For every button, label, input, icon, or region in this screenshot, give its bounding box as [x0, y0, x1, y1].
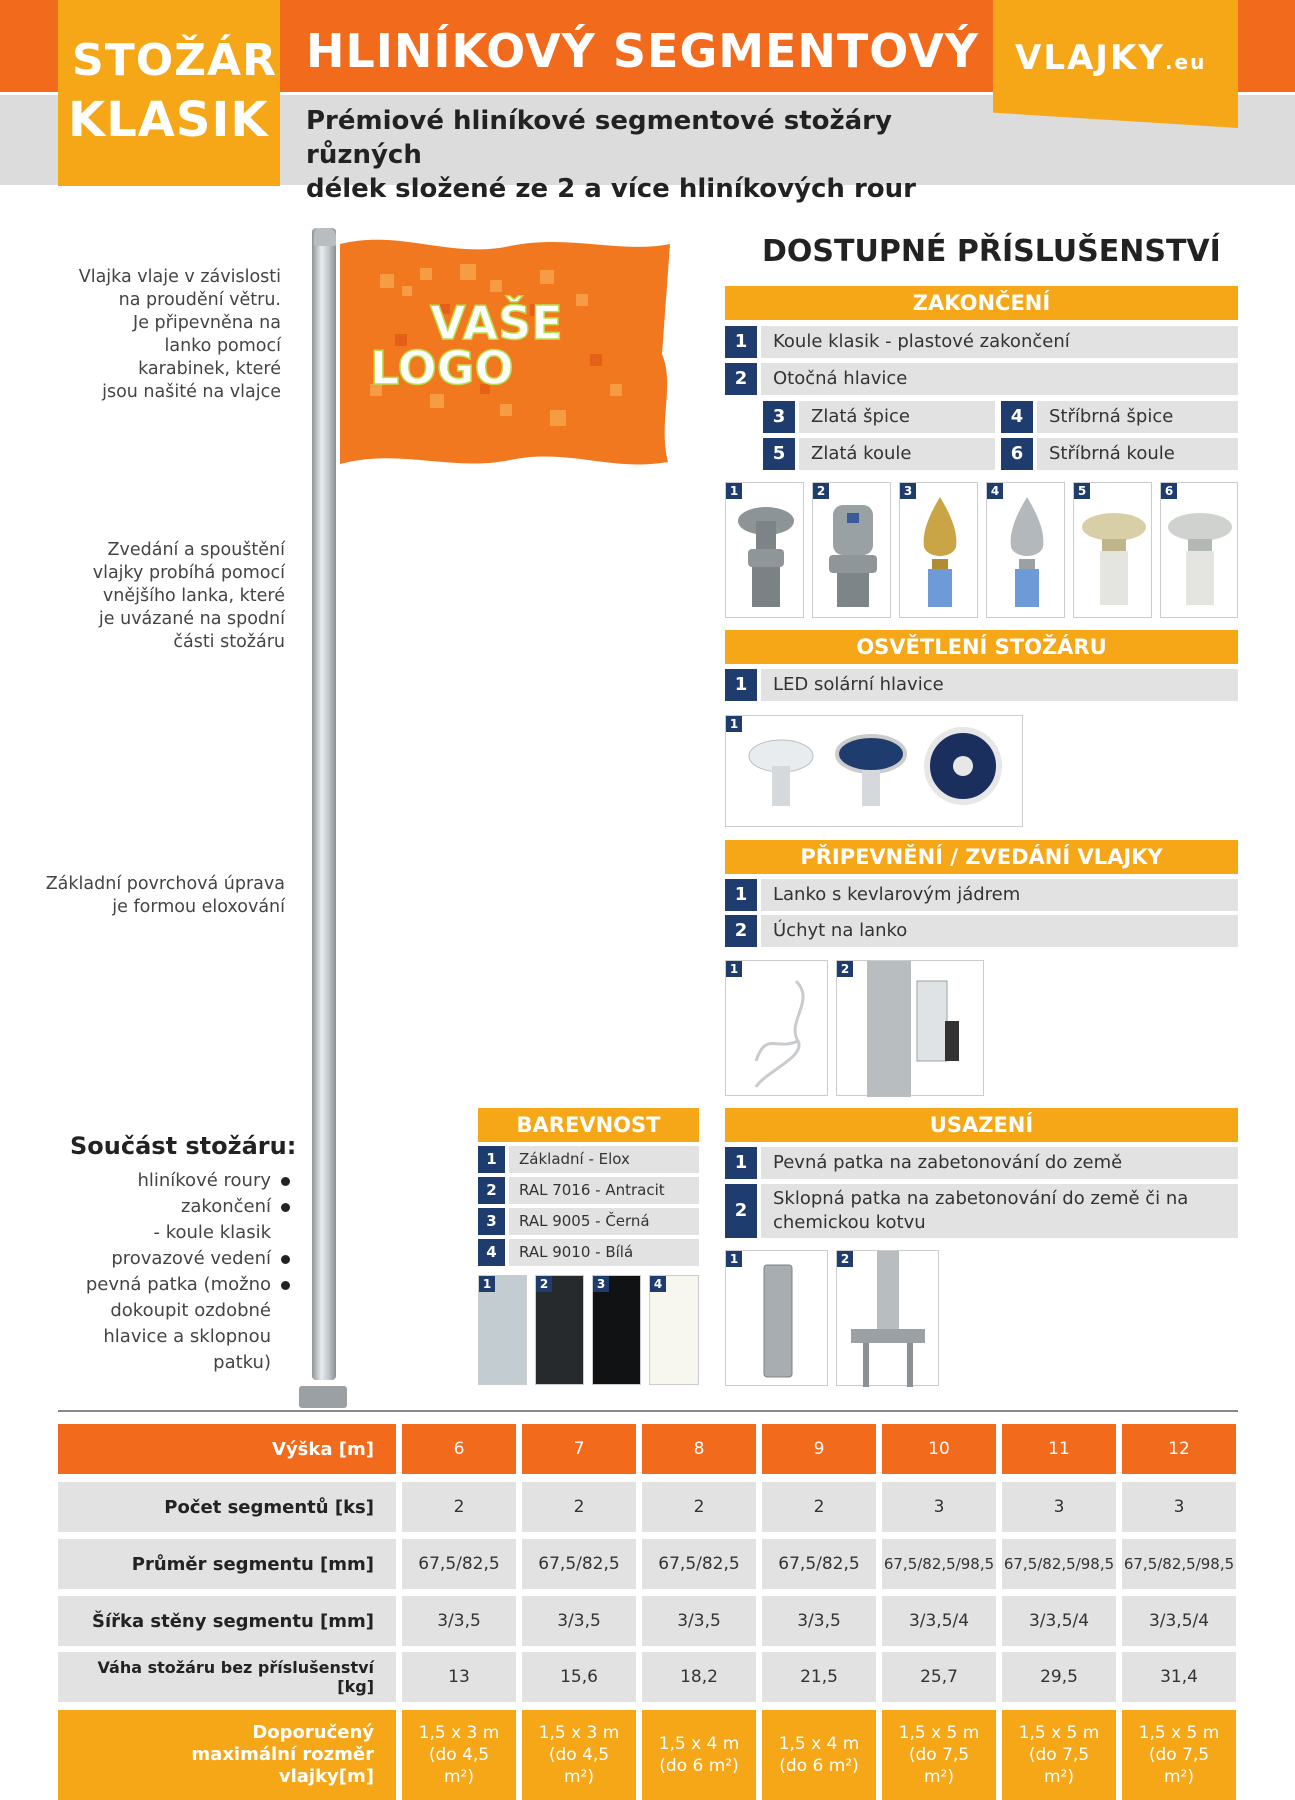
desc-line: Zvedání a spouštění — [107, 540, 285, 560]
subtitle — [306, 104, 996, 206]
thumb-number: 1 — [726, 716, 742, 732]
table-cell: 1,5 x 5 m (do 7,5 m²) — [882, 1710, 996, 1800]
pole-top-ball — [314, 228, 336, 246]
thumb-stribrna-spice[interactable] — [986, 482, 1065, 618]
parts-item — [60, 1298, 290, 1324]
option-elox[interactable]: Základní - Elox — [509, 1146, 699, 1173]
main-title: HLINÍKOVÝ SEGMENTOVÝ — [306, 24, 980, 78]
table-cell: 6 — [402, 1424, 516, 1474]
desc-line: karabinek, které — [138, 359, 281, 379]
table-cell: 2 — [402, 1482, 516, 1532]
parts-item — [60, 1350, 290, 1376]
surface-description — [40, 873, 285, 919]
silver-spike-icon — [987, 483, 1066, 619]
thumb-number: 1 — [726, 483, 742, 499]
hinged-base-icon — [837, 1251, 940, 1387]
item-number: 4 — [478, 1239, 505, 1266]
color-swatch[interactable] — [478, 1275, 527, 1385]
option-koule-klasik[interactable]: Koule klasik - plastové zakončení — [761, 326, 1238, 358]
table-cell: 1,5 x 3 m (do 4,5 m²) — [402, 1710, 516, 1800]
table-cell: 21,5 — [762, 1652, 876, 1702]
table-cell: 13 — [402, 1652, 516, 1702]
finial-ball-icon — [726, 483, 805, 619]
table-divider — [58, 1410, 1238, 1412]
option-pevna-patka[interactable]: Pevná patka na zabetonování do země — [761, 1147, 1238, 1179]
thumb-koule-klasik[interactable] — [725, 482, 804, 618]
rotating-head-icon — [813, 483, 892, 619]
section-usazeni-header: USAZENÍ — [725, 1108, 1238, 1142]
parts-title: Součást stožáru: — [70, 1132, 297, 1160]
thumb-pevna-patka[interactable] — [725, 1250, 828, 1386]
bullet-icon — [281, 1177, 290, 1186]
swatch-number: 4 — [650, 1276, 666, 1292]
swatch-number: 3 — [593, 1276, 609, 1292]
option-antracit[interactable]: RAL 7016 - Antracit — [509, 1177, 699, 1204]
option-stribrna-spice[interactable]: Stříbrná špice — [1037, 401, 1238, 433]
subtitle-line-1: Prémiové hliníkové segmentové stožáry různých — [306, 106, 892, 170]
table-cell: 9 — [762, 1424, 876, 1474]
table-row-label: Výška [m] — [58, 1424, 396, 1474]
thumb-uchyt[interactable] — [836, 960, 984, 1096]
thumb-number: 1 — [726, 1251, 742, 1267]
table-row-label: Váha stožáru bez příslušenství [kg] — [58, 1652, 396, 1702]
table-cell: 2 — [762, 1482, 876, 1532]
table-cell: 31,4 — [1122, 1652, 1236, 1702]
parts-item-text: patku) — [213, 1352, 271, 1373]
table-cell: 15,6 — [522, 1652, 636, 1702]
cleat-icon — [837, 961, 985, 1097]
option-led-solarni-hlavice[interactable]: LED solární hlavice — [761, 669, 1238, 701]
thumb-number: 1 — [726, 961, 742, 977]
desc-line: vlajky probíhá pomocí — [92, 563, 285, 583]
table-cell: 8 — [642, 1424, 756, 1474]
color-swatch[interactable] — [535, 1275, 584, 1385]
table-cell: 2 — [642, 1482, 756, 1532]
table-cell: 2 — [522, 1482, 636, 1532]
parts-item — [60, 1168, 290, 1194]
section-osvetleni-header: OSVĚTLENÍ STOŽÁRU — [725, 630, 1238, 664]
bullet-icon — [281, 1281, 290, 1290]
color-swatch[interactable] — [649, 1275, 699, 1385]
item-number: 4 — [1001, 401, 1033, 433]
solar-light-icon — [726, 716, 1024, 828]
table-row-label: Šířka stěny segmentu [mm] — [58, 1596, 396, 1646]
parts-item — [60, 1246, 290, 1272]
thumb-zlata-spice[interactable] — [899, 482, 978, 618]
table-cell: 11 — [1002, 1424, 1116, 1474]
thumb-number: 3 — [900, 483, 916, 499]
desc-line: na proudění větru. — [118, 290, 281, 310]
brand-logo-main: VLAJKY — [1015, 38, 1165, 78]
table-row-label: Průměr segmentu [mm] — [58, 1539, 396, 1589]
item-number: 3 — [763, 401, 795, 433]
option-zlata-spice[interactable]: Zlatá špice — [799, 401, 995, 433]
table-cell: 3/3,5/4 — [1122, 1596, 1236, 1646]
parts-item-text: hlavice a sklopnou — [103, 1326, 271, 1347]
lifting-description — [60, 539, 285, 654]
thumb-stribrna-koule[interactable] — [1160, 482, 1238, 618]
desc-line: vnějšího lanka, které — [102, 586, 285, 606]
table-cell: 1,5 x 5 m (do 7,5 m²) — [1122, 1710, 1236, 1800]
thumb-zlata-koule[interactable] — [1073, 482, 1152, 618]
gold-ball-icon — [1074, 483, 1153, 619]
parts-item — [60, 1220, 290, 1246]
table-cell: 67,5/82,5/98,5 — [1122, 1539, 1236, 1589]
item-number: 6 — [1001, 438, 1033, 470]
table-cell: 12 — [1122, 1424, 1236, 1474]
flag-image — [340, 234, 680, 474]
parts-item-text: hliníkové roury — [137, 1170, 271, 1191]
desc-line: je uvázané na spodní — [98, 609, 285, 629]
thumb-number: 4 — [987, 483, 1003, 499]
rope-icon — [726, 961, 829, 1097]
table-cell: 7 — [522, 1424, 636, 1474]
table-cell: 18,2 — [642, 1652, 756, 1702]
item-number: 3 — [478, 1208, 505, 1235]
desc-line: části stožáru — [173, 632, 285, 652]
table-cell: 3/3,5 — [522, 1596, 636, 1646]
option-uchyt-na-lanko[interactable]: Úchyt na lanko — [761, 915, 1238, 947]
desc-line: Základní povrchová úprava — [45, 874, 285, 894]
section-pripevneni-header: PŘIPEVNĚNÍ / ZVEDÁNÍ VLAJKY — [725, 840, 1238, 874]
item-number: 1 — [725, 879, 757, 911]
pole-base — [299, 1386, 347, 1408]
parts-item — [60, 1194, 290, 1220]
color-swatch[interactable] — [592, 1275, 641, 1385]
item-number: 1 — [725, 669, 757, 701]
section-barevnost-header: BAREVNOST — [478, 1108, 699, 1142]
accessories-title: DOSTUPNÉ PŘÍSLUŠENSTVÍ — [762, 234, 1221, 269]
option-lanko-kevlar[interactable]: Lanko s kevlarovým jádrem — [761, 879, 1238, 911]
bullet-icon — [281, 1255, 290, 1264]
swatch-number: 1 — [479, 1276, 495, 1292]
item-number: 2 — [725, 363, 757, 395]
thumb-otocna-hlavice[interactable] — [812, 482, 891, 618]
option-sklopna-patka[interactable]: Sklopná patka na zabetonování do země či na chemickou kotvu — [761, 1184, 1238, 1238]
gold-spike-icon — [900, 483, 979, 619]
table-cell: 3/3,5 — [642, 1596, 756, 1646]
item-number: 5 — [763, 438, 795, 470]
thumb-number: 2 — [837, 1251, 853, 1267]
table-cell: 3 — [1122, 1482, 1236, 1532]
parts-item-text: - koule klasik — [153, 1222, 271, 1243]
table-cell: 1,5 x 5 m (do 7,5 m²) — [1002, 1710, 1116, 1800]
thumb-number: 5 — [1074, 483, 1090, 499]
parts-item-text: zakončení — [180, 1196, 271, 1217]
parts-item-text: provazové vedení — [111, 1248, 271, 1269]
desc-line: Vlajka vlaje v závislosti — [78, 267, 281, 287]
desc-line: lanko pomocí — [164, 336, 281, 356]
desc-line: jsou našité na vlajce — [102, 382, 281, 402]
bullet-icon — [281, 1203, 290, 1212]
flag-description — [60, 266, 281, 404]
table-cell: 67,5/82,5 — [522, 1539, 636, 1589]
flag-text-line2: LOGO — [370, 341, 514, 395]
item-number: 1 — [725, 326, 757, 358]
flagpole — [312, 228, 336, 1380]
option-stribrna-koule[interactable]: Stříbrná koule — [1037, 438, 1238, 470]
table-cell: 3 — [882, 1482, 996, 1532]
thumb-led-solar[interactable] — [725, 715, 1023, 827]
thumb-number: 6 — [1161, 483, 1177, 499]
thumb-sklopna-patka[interactable] — [836, 1250, 939, 1386]
table-cell: 3 — [1002, 1482, 1116, 1532]
table-cell: 67,5/82,5 — [762, 1539, 876, 1589]
fixed-base-icon — [726, 1251, 829, 1387]
parts-item — [60, 1272, 290, 1298]
thumb-lanko[interactable] — [725, 960, 828, 1096]
table-cell: 10 — [882, 1424, 996, 1474]
swatch-number: 2 — [536, 1276, 552, 1292]
table-cell: 1,5 x 4 m (do 6 m²) — [642, 1710, 756, 1800]
parts-item-text: dokoupit ozdobné — [110, 1300, 271, 1321]
desc-line: je formou eloxování — [112, 897, 285, 917]
brand-logo[interactable] — [1015, 38, 1206, 78]
section-zakonceni-header: ZAKONČENÍ — [725, 286, 1238, 320]
table-cell: 25,7 — [882, 1652, 996, 1702]
table-cell: 67,5/82,5 — [642, 1539, 756, 1589]
option-bila[interactable]: RAL 9010 - Bílá — [509, 1239, 699, 1266]
title-stozar: STOŽÁR — [72, 35, 277, 86]
parts-item-text: pevná patka (možno — [85, 1274, 271, 1295]
flag-text-line1: VAŠE — [430, 296, 563, 350]
thumb-number: 2 — [837, 961, 853, 977]
option-otocna-hlavice[interactable]: Otočná hlavice — [761, 363, 1238, 395]
item-number: 2 — [478, 1177, 505, 1204]
table-cell: 3/3,5/4 — [882, 1596, 996, 1646]
thumb-number: 2 — [813, 483, 829, 499]
title-klasik: KLASIK — [68, 92, 269, 148]
table-cell: 3/3,5 — [402, 1596, 516, 1646]
subtitle-line-2: délek složené ze 2 a více hliníkových rour — [306, 174, 916, 204]
option-zlata-koule[interactable]: Zlatá koule — [799, 438, 995, 470]
option-cerna[interactable]: RAL 9005 - Černá — [509, 1208, 699, 1235]
item-number: 2 — [725, 915, 757, 947]
desc-line: Je připevněna na — [133, 313, 281, 333]
table-cell: 29,5 — [1002, 1652, 1116, 1702]
table-cell: 67,5/82,5 — [402, 1539, 516, 1589]
item-number: 1 — [725, 1147, 757, 1179]
table-row-label: Počet segmentů [ks] — [58, 1482, 396, 1532]
table-cell: 3/3,5 — [762, 1596, 876, 1646]
table-cell: 3/3,5/4 — [1002, 1596, 1116, 1646]
table-cell: 67,5/82,5/98,5 — [1002, 1539, 1116, 1589]
item-number: 2 — [725, 1184, 757, 1238]
table-row-label: Doporučený maximální rozměr vlajky[m] — [58, 1710, 396, 1800]
parts-item — [60, 1324, 290, 1350]
item-number: 1 — [478, 1146, 505, 1173]
table-cell: 67,5/82,5/98,5 — [882, 1539, 996, 1589]
table-cell: 1,5 x 3 m (do 4,5 m²) — [522, 1710, 636, 1800]
brand-logo-suffix: .eu — [1164, 50, 1207, 74]
table-cell: 1,5 x 4 m (do 6 m²) — [762, 1710, 876, 1800]
silver-ball-icon — [1161, 483, 1239, 619]
parts-list — [60, 1168, 290, 1376]
